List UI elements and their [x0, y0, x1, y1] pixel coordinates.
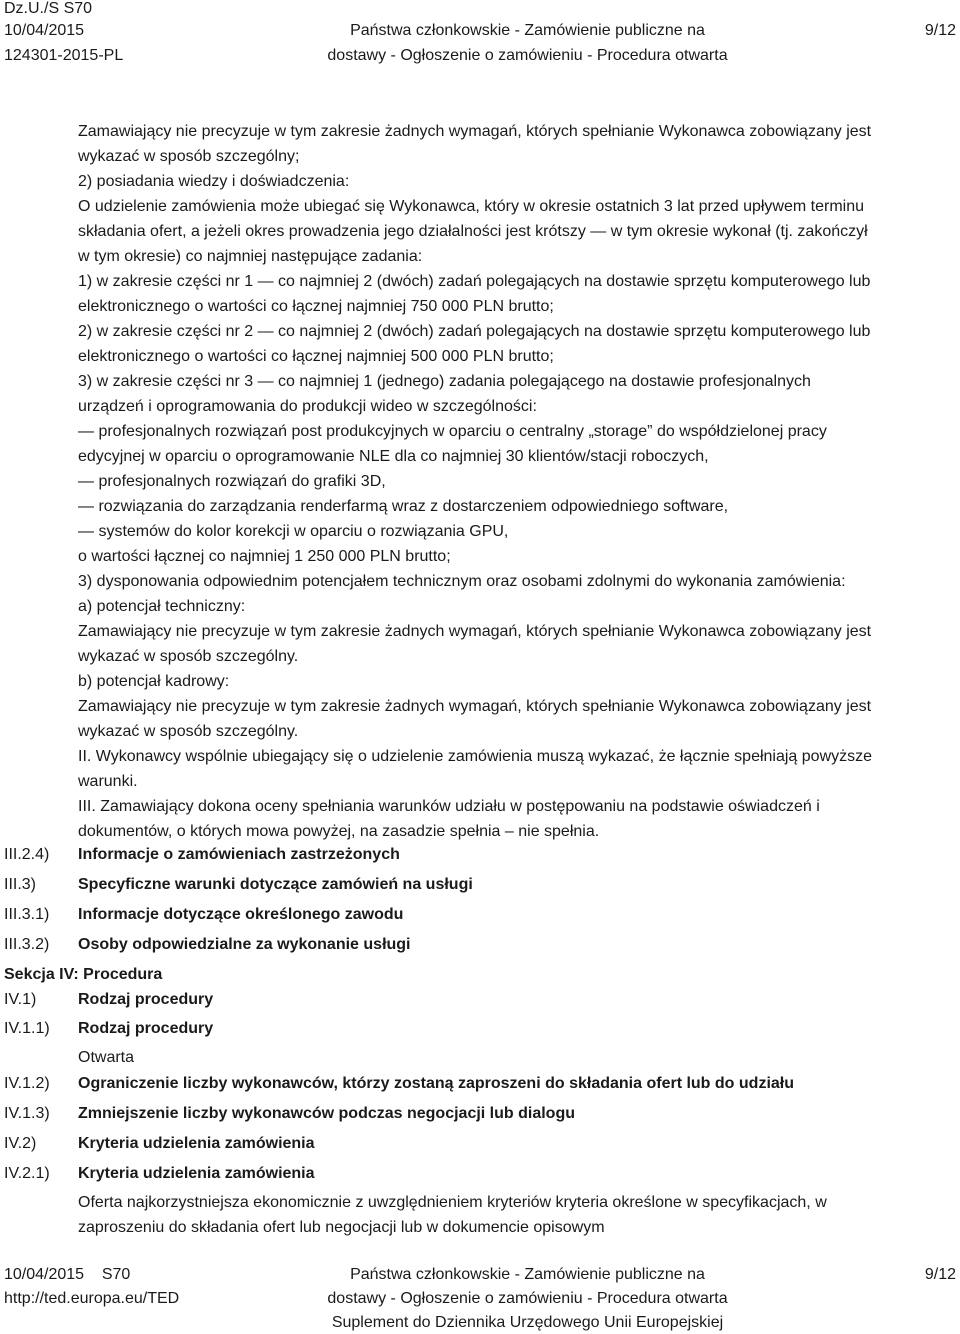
body-line: III. Zamawiający dokona oceny spełniania warunków udziału w postępowaniu na podstawie oświadczeń i [78, 798, 820, 815]
section-number: IV.1) [4, 991, 37, 1008]
footer-page-number: 9/12 [924, 1266, 956, 1283]
section-number: IV.1.2) [4, 1075, 50, 1092]
section-number: IV.1.1) [4, 1020, 50, 1037]
document-id: 124301-2015-PL [4, 47, 124, 64]
procedure-type-value: Otwarta [78, 1049, 135, 1066]
body-line: — rozwiązania do zarządzania renderfarmą wraz z dostarczeniem odpowiedniego software, [78, 498, 729, 515]
body-line: wykazać w sposób szczególny. [78, 723, 299, 740]
publication-date: 10/04/2015 [4, 22, 85, 39]
footer-title-line1: Państwa członkowskie - Zamówienie publiczne na [350, 1266, 705, 1283]
footer-title-line2: dostawy - Ogłoszenie o zamówieniu - Procedura otwarta [327, 1290, 728, 1307]
section-title: Osoby odpowiedzialne za wykonanie usługi [78, 936, 411, 953]
footer-supplement: Suplement do Dziennika Urzędowego Unii Europejskiej [331, 1314, 724, 1331]
body-line: 2) w zakresie części nr 2 — co najmniej 2 (dwóch) zadań polegających na dostawie sprzętu komputerowego lub [78, 323, 871, 340]
body-line: Zamawiający nie precyzuje w tym zakresie żadnych wymagań, których spełnianie Wykonawca zobowiązany jest [78, 698, 872, 715]
body-line: 1) w zakresie części nr 1 — co najmniej 2 (dwóch) zadań polegających na dostawie sprzętu komputerowego lub [78, 273, 871, 290]
section-iv-heading: Sekcja IV: Procedura [4, 966, 163, 983]
section-number: IV.2.1) [4, 1165, 50, 1182]
page-number: 9/12 [924, 22, 956, 39]
body-line: 3) w zakresie części nr 3 — co najmniej 1 (jednego) zadania polegającego na dostawie profesjonalnych [78, 373, 811, 390]
section-title: Kryteria udzielenia zamówienia [78, 1165, 315, 1182]
section-title: Specyficzne warunki dotyczące zamówień na usługi [78, 876, 473, 893]
header-title-line2: dostawy - Ogłoszenie o zamówieniu - Procedura otwarta [327, 47, 728, 64]
body-line: 2) posiadania wiedzy i doświadczenia: [78, 173, 350, 190]
award-criteria-line: zaproszeniu do składania ofert lub negocjacji lub w dokumencie opisowym [78, 1219, 605, 1236]
section-number: III.3.1) [4, 906, 50, 923]
journal-reference: Dz.U./S S70 [4, 0, 93, 17]
body-line: wykazać w sposób szczególny; [78, 148, 300, 165]
body-text [78, 119, 958, 844]
body-line: — profesjonalnych rozwiązań post produkcyjnych w oparciu o centralny „storage” do współdzielonej pracy [78, 423, 827, 440]
body-line: — profesjonalnych rozwiązań do grafiki 3D, [78, 473, 386, 490]
section-title: Ograniczenie liczby wykonawców, którzy zostaną zaproszeni do składania ofert lub do udziału [78, 1075, 794, 1092]
body-line: o wartości łącznej co najmniej 1 250 000 PLN brutto; [78, 548, 451, 565]
section-title: Zmniejszenie liczby wykonawców podczas negocjacji lub dialogu [78, 1105, 575, 1122]
body-line: dokumentów, o których mowa powyżej, na zasadzie spełnia – nie spełnia. [78, 823, 600, 840]
section-title: Rodzaj procedury [78, 1020, 214, 1037]
body-line: a) potencjał techniczny: [78, 598, 246, 615]
body-line: składania ofert, a jeżeli okres prowadzenia jego działalności jest krótszy — w tym okresie wykonał (tj. zakończył [78, 223, 868, 240]
body-line: b) potencjał kadrowy: [78, 673, 230, 690]
body-line: — systemów do kolor korekcji w oparciu o rozwiązania GPU, [78, 523, 509, 540]
section-title: Informacje dotyczące określonego zawodu [78, 906, 404, 923]
section-title: Rodzaj procedury [78, 991, 214, 1008]
section-number: III.3.2) [4, 936, 50, 953]
body-line: edycyjnej w oparciu o oprogramowanie NLE dla co najmniej 30 klientów/stacji roboczych, [78, 448, 709, 465]
body-line: w tym okresie) co najmniej następujące zadania: [78, 248, 423, 265]
award-criteria-line: Oferta najkorzystniejsza ekonomicznie z uwzględnieniem kryteriów kryteria określone w specyfikacjach, w [78, 1194, 827, 1211]
footer-url-link[interactable]: http://ted.europa.eu/TED [4, 1290, 180, 1307]
body-line: elektronicznego o wartości co łącznej najmniej 500 000 PLN brutto; [78, 348, 554, 365]
section-title: Informacje o zamówieniach zastrzeżonych [78, 846, 400, 863]
body-line: warunki. [78, 773, 138, 790]
award-criteria-value [78, 1190, 958, 1240]
body-line: Zamawiający nie precyzuje w tym zakresie żadnych wymagań, których spełnianie Wykonawca zobowiązany jest [78, 623, 872, 640]
body-line: II. Wykonawcy wspólnie ubiegający się o udzielenie zamówienia muszą wykazać, że łącznie spełniają powyższe [78, 748, 873, 765]
body-line: 3) dysponowania odpowiednim potencjałem technicznym oraz osobami zdolnymi do wykonania zamówienia: [78, 573, 846, 590]
section-number: III.3) [4, 876, 37, 893]
header-title-line1: Państwa członkowskie - Zamówienie publiczne na [350, 22, 705, 39]
body-line: O udzielenie zamówienia może ubiegać się Wykonawca, który w okresie ostatnich 3 lat przed upływem terminu [78, 198, 864, 215]
section-number: IV.1.3) [4, 1105, 50, 1122]
section-title: Kryteria udzielenia zamówienia [78, 1135, 315, 1152]
body-line: urządzeń i oprogramowania do produkcji wideo w szczególności: [78, 398, 537, 415]
section-number: IV.2) [4, 1135, 37, 1152]
section-number: III.2.4) [4, 846, 50, 863]
body-line: Zamawiający nie precyzuje w tym zakresie żadnych wymagań, których spełnianie Wykonawca zobowiązany jest [78, 123, 872, 140]
body-line: elektronicznego o wartości co łącznej najmniej 750 000 PLN brutto; [78, 298, 554, 315]
footer-date-series: 10/04/2015 S70 [4, 1266, 131, 1283]
body-line: wykazać w sposób szczególny. [78, 648, 299, 665]
